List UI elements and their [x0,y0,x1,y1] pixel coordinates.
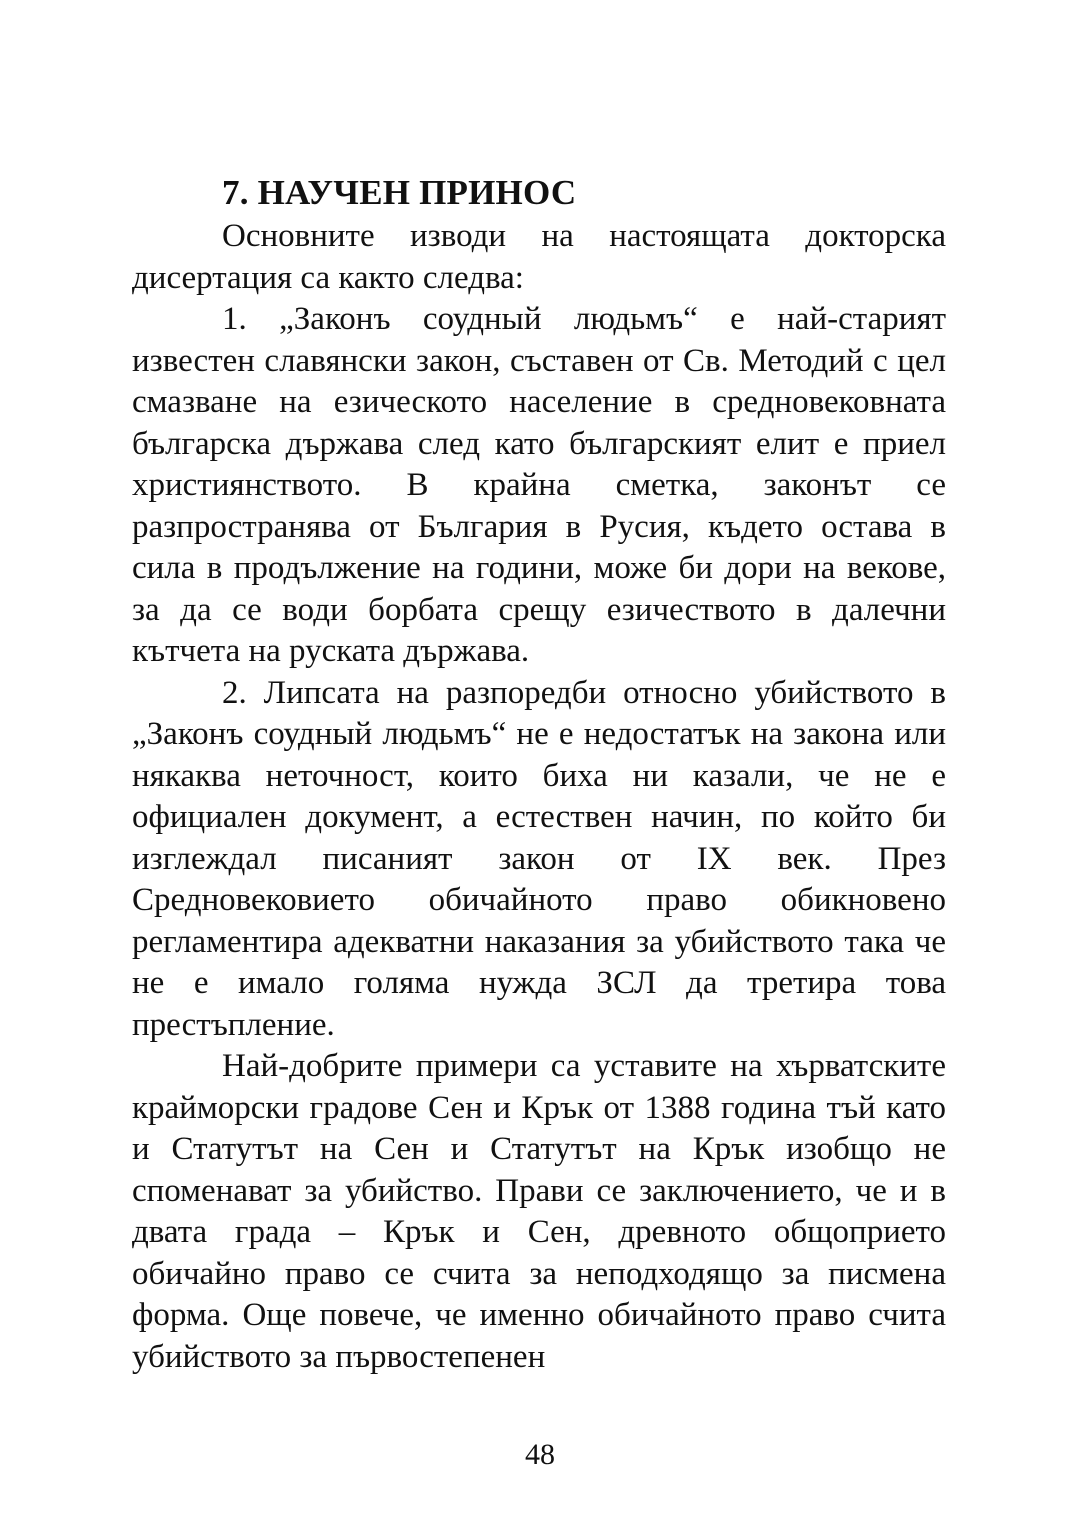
paragraph-examples: Най-добрите примери са уставите на хърватските крайморски градове Сен и Крък от 1388 година тъй като и Статутът на Сен и Статутът на Крък изобщо не споменават за убийство. Прави се заключението, че и в двата града – Крък и Сен, древното общоприето обичайно право се счита за неподходящо за писмена форма. Още повече, че именно обичайното право счита убийството за първостепенен [132,1048,946,1375]
section-heading: 7. НАУЧЕН ПРИНОС [222,173,577,212]
page-number: 48 [525,1438,555,1471]
paragraph-conclusion-1: 1. „Законъ соудный людьмъ“ е най-старият известен славянски закон, съставен от Св. Методий с цел смазване на езическото население в средновековната българска държава след като българският елит е приел християнството. В крайна сметка, законът се разпространява от България в Русия, където остава в сила в продължение на години, може би дори на векове, за да се води борбата срещу езичеството в далечни кътчета на руската държава. [132,301,946,669]
page-body [132,170,946,1378]
paragraph-conclusion-2: 2. Липсата на разпоредби относно убийството в „Законъ соудный людьмъ“ не е недостатък на закона или някаква неточност, които биха ни казали, че не е официален документ, а естествен начин, по който би изглеждал писаният закон от IX век. През Средновековието обичайното право обикновено регламентира адекватни наказания за убийството така че не е имало голяма нужда ЗСЛ да третира това престъпление. [132,674,946,1043]
paragraph-intro: Основните изводи на настоящата докторска дисертация са както следва: [132,218,946,296]
